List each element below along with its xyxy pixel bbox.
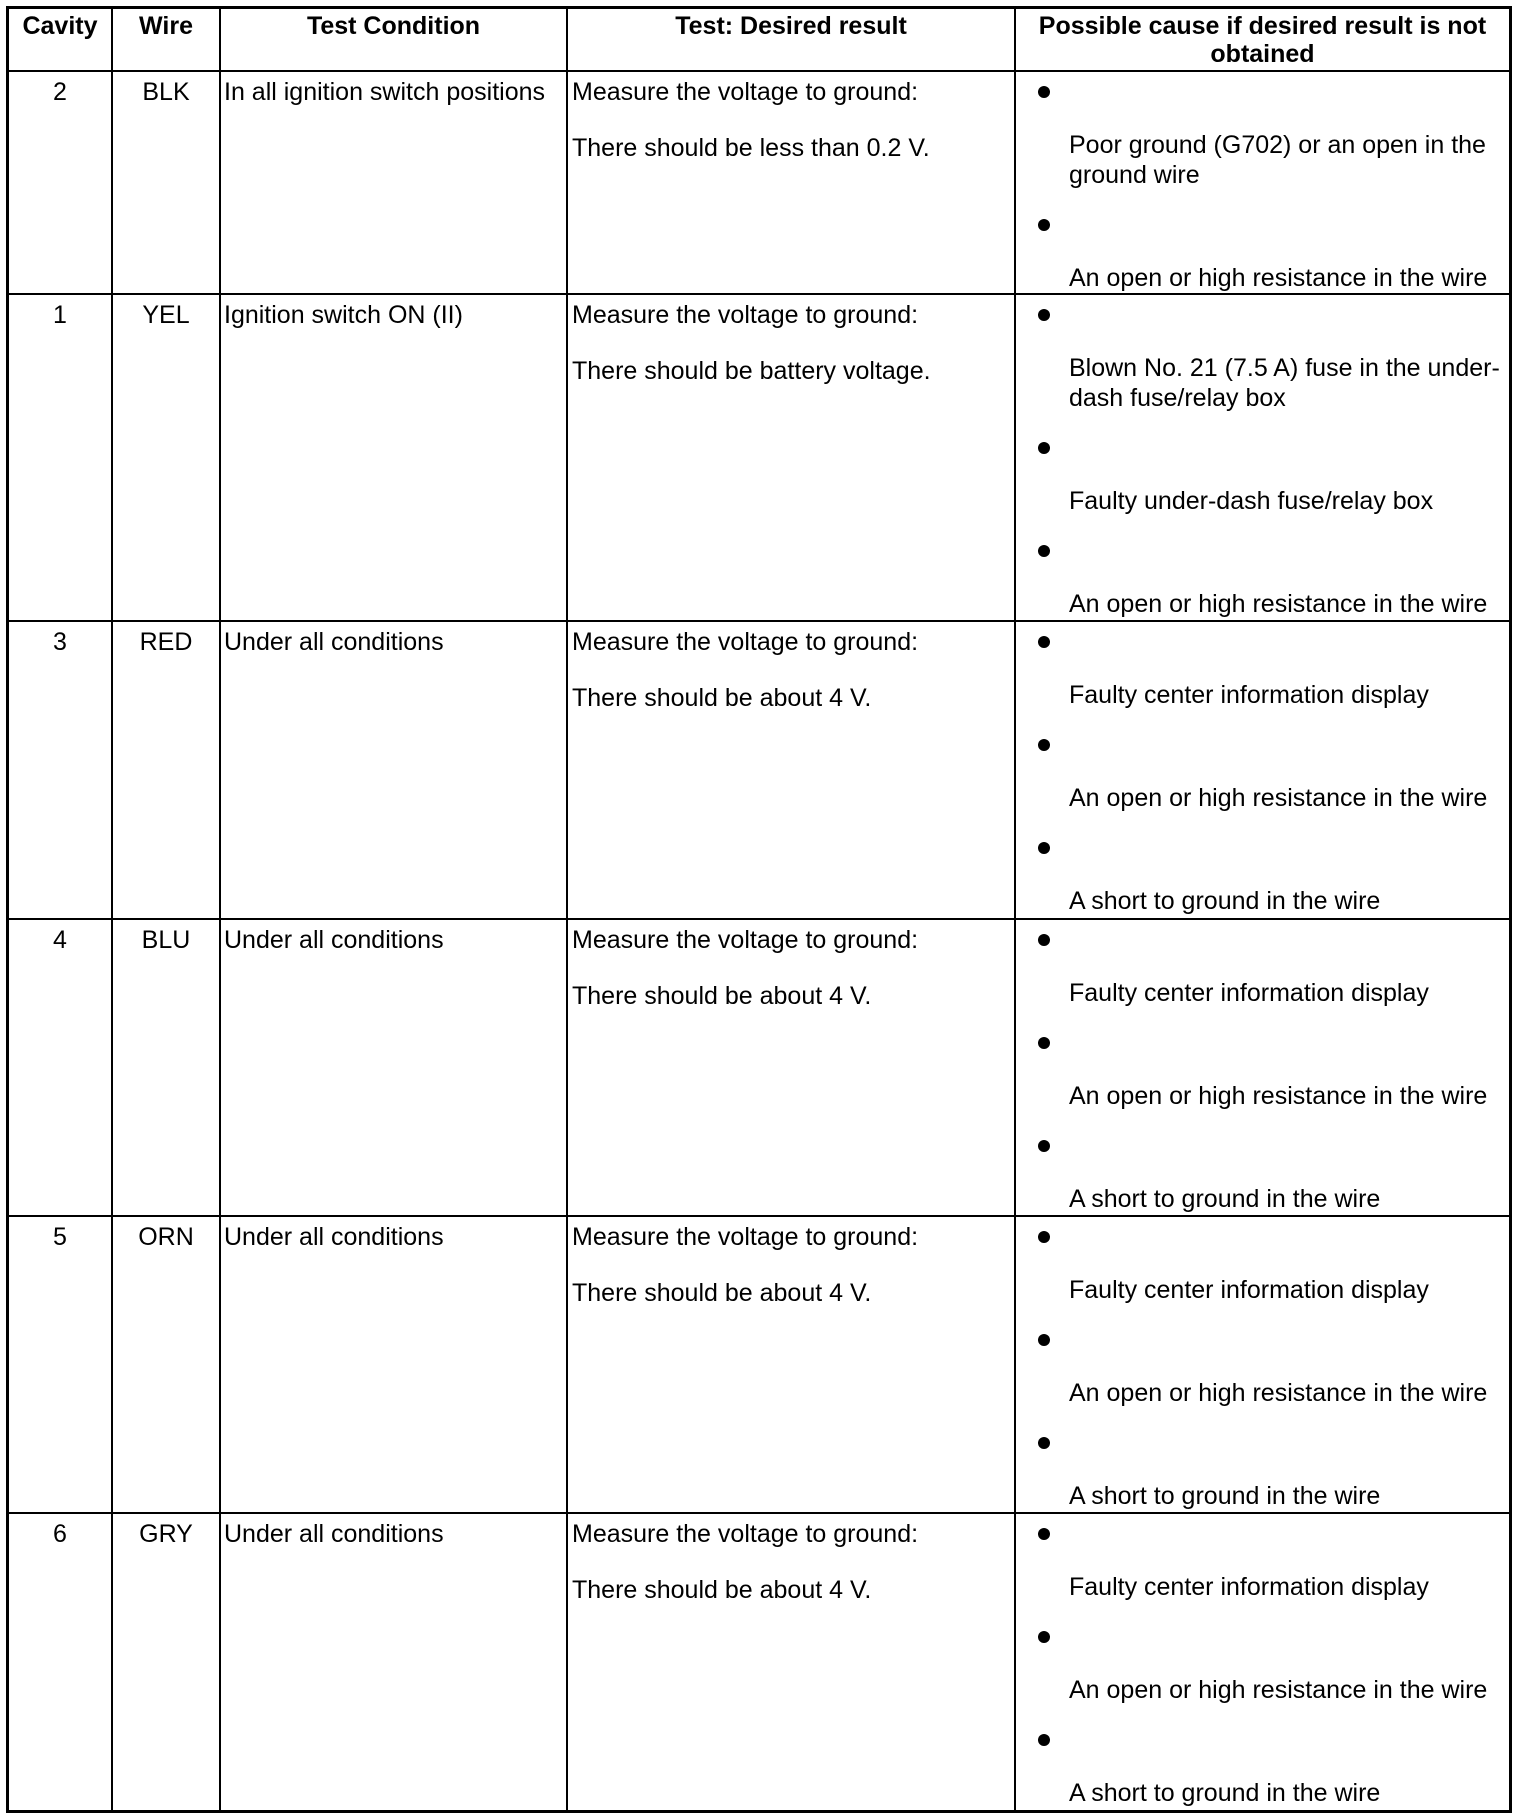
cause-text: Faulty center information display xyxy=(1069,681,1429,709)
bullet-icon xyxy=(1016,1028,1505,1058)
cavity-cell: 5 xyxy=(9,1217,113,1514)
cavity-cell: 3 xyxy=(9,622,113,920)
cause-text: A short to ground in the wire xyxy=(1069,1779,1381,1807)
bullet-icon xyxy=(1016,77,1505,107)
bullet-icon xyxy=(1016,730,1505,760)
cause-text: Faulty center information display xyxy=(1069,979,1429,1007)
cause-item xyxy=(1016,730,1505,813)
test-instruction: Measure the voltage to ground: xyxy=(572,301,919,329)
test-condition-cell: Under all conditions xyxy=(221,1217,568,1514)
header-test-condition: Test Condition xyxy=(221,9,568,72)
cause-text: An open or high resistance in the wire xyxy=(1069,1082,1488,1110)
desired-result-cell xyxy=(568,72,1016,295)
possible-cause-cell xyxy=(1016,920,1509,1217)
cavity-cell: 1 xyxy=(9,295,113,622)
test-condition-cell: Ignition switch ON (II) xyxy=(221,295,568,622)
test-condition-cell: In all ignition switch positions xyxy=(221,72,568,295)
cause-item xyxy=(1016,627,1505,710)
header-wire: Wire xyxy=(113,9,221,72)
bullet-icon xyxy=(1016,1519,1505,1549)
cause-text: A short to ground in the wire xyxy=(1069,1185,1381,1213)
bullet-icon xyxy=(1016,433,1505,463)
bullet-icon xyxy=(1016,925,1505,955)
cause-text: An open or high resistance in the wire xyxy=(1069,264,1488,292)
bullet-icon xyxy=(1016,1325,1505,1355)
desired-result-cell xyxy=(568,1217,1016,1514)
cause-text: Poor ground (G702) or an open in the ground wire xyxy=(1069,131,1486,189)
test-instruction: Measure the voltage to ground: xyxy=(572,78,919,106)
cause-text: Faulty center information display xyxy=(1069,1276,1429,1304)
cause-item xyxy=(1016,1028,1505,1111)
wire-cell: BLU xyxy=(113,920,221,1217)
cause-item xyxy=(1016,433,1505,516)
cause-item xyxy=(1016,1428,1505,1511)
wire-cell: GRY xyxy=(113,1514,221,1810)
bullet-icon xyxy=(1016,536,1505,566)
test-instruction: Measure the voltage to ground: xyxy=(572,1223,919,1251)
cause-item xyxy=(1016,1519,1505,1602)
wire-cell: BLK xyxy=(113,72,221,295)
wire-cell: RED xyxy=(113,622,221,920)
possible-cause-cell xyxy=(1016,72,1509,295)
header-desired-result: Test: Desired result xyxy=(568,9,1016,72)
wire-cell: YEL xyxy=(113,295,221,622)
cause-item xyxy=(1016,1725,1505,1808)
wire-cell: ORN xyxy=(113,1217,221,1514)
bullet-icon xyxy=(1016,1222,1505,1252)
cause-item xyxy=(1016,1131,1505,1214)
bullet-icon xyxy=(1016,833,1505,863)
test-instruction: Measure the voltage to ground: xyxy=(572,628,919,656)
cause-item xyxy=(1016,210,1505,293)
cause-item xyxy=(1016,925,1505,1008)
desired-result-cell xyxy=(568,295,1016,622)
bullet-icon xyxy=(1016,210,1505,240)
expected-result: There should be about 4 V. xyxy=(572,982,872,1010)
cause-text: An open or high resistance in the wire xyxy=(1069,1379,1488,1407)
cause-item xyxy=(1016,536,1505,619)
expected-result: There should be about 4 V. xyxy=(572,1279,872,1307)
possible-cause-cell xyxy=(1016,622,1509,920)
bullet-icon xyxy=(1016,300,1505,330)
bullet-icon xyxy=(1016,1725,1505,1755)
possible-cause-cell xyxy=(1016,295,1509,622)
header-possible-cause: Possible cause if desired result is not obtained xyxy=(1016,9,1509,72)
cause-text: An open or high resistance in the wire xyxy=(1069,590,1488,618)
bullet-icon xyxy=(1016,1131,1505,1161)
cavity-cell: 4 xyxy=(9,920,113,1217)
cause-text: Faulty center information display xyxy=(1069,1573,1429,1601)
test-instruction: Measure the voltage to ground: xyxy=(572,1520,919,1548)
troubleshooting-table xyxy=(6,6,1512,1813)
cavity-cell: 2 xyxy=(9,72,113,295)
possible-cause-cell xyxy=(1016,1514,1509,1810)
desired-result-cell xyxy=(568,1514,1016,1810)
test-condition-cell: Under all conditions xyxy=(221,920,568,1217)
cause-item xyxy=(1016,1622,1505,1705)
desired-result-cell xyxy=(568,622,1016,920)
expected-result: There should be about 4 V. xyxy=(572,1576,872,1604)
cause-text: Blown No. 21 (7.5 A) fuse in the under-dash fuse/relay box xyxy=(1069,354,1500,412)
bullet-icon xyxy=(1016,1622,1505,1652)
cause-text: An open or high resistance in the wire xyxy=(1069,784,1488,812)
cause-text: A short to ground in the wire xyxy=(1069,1482,1381,1510)
test-condition-cell: Under all conditions xyxy=(221,1514,568,1810)
cause-item xyxy=(1016,300,1505,413)
cause-item xyxy=(1016,833,1505,916)
cavity-cell: 6 xyxy=(9,1514,113,1810)
test-condition-cell: Under all conditions xyxy=(221,622,568,920)
expected-result: There should be battery voltage. xyxy=(572,357,931,385)
cause-item xyxy=(1016,1222,1505,1305)
cause-text: An open or high resistance in the wire xyxy=(1069,1676,1488,1704)
cause-item xyxy=(1016,1325,1505,1408)
test-instruction: Measure the voltage to ground: xyxy=(572,926,919,954)
possible-cause-cell xyxy=(1016,1217,1509,1514)
cause-text: A short to ground in the wire xyxy=(1069,887,1381,915)
bullet-icon xyxy=(1016,627,1505,657)
expected-result: There should be about 4 V. xyxy=(572,684,872,712)
desired-result-cell xyxy=(568,920,1016,1217)
bullet-icon xyxy=(1016,1428,1505,1458)
cause-text: Faulty under-dash fuse/relay box xyxy=(1069,487,1434,515)
cause-item xyxy=(1016,77,1505,190)
expected-result: There should be less than 0.2 V. xyxy=(572,134,930,162)
header-cavity: Cavity xyxy=(9,9,113,72)
